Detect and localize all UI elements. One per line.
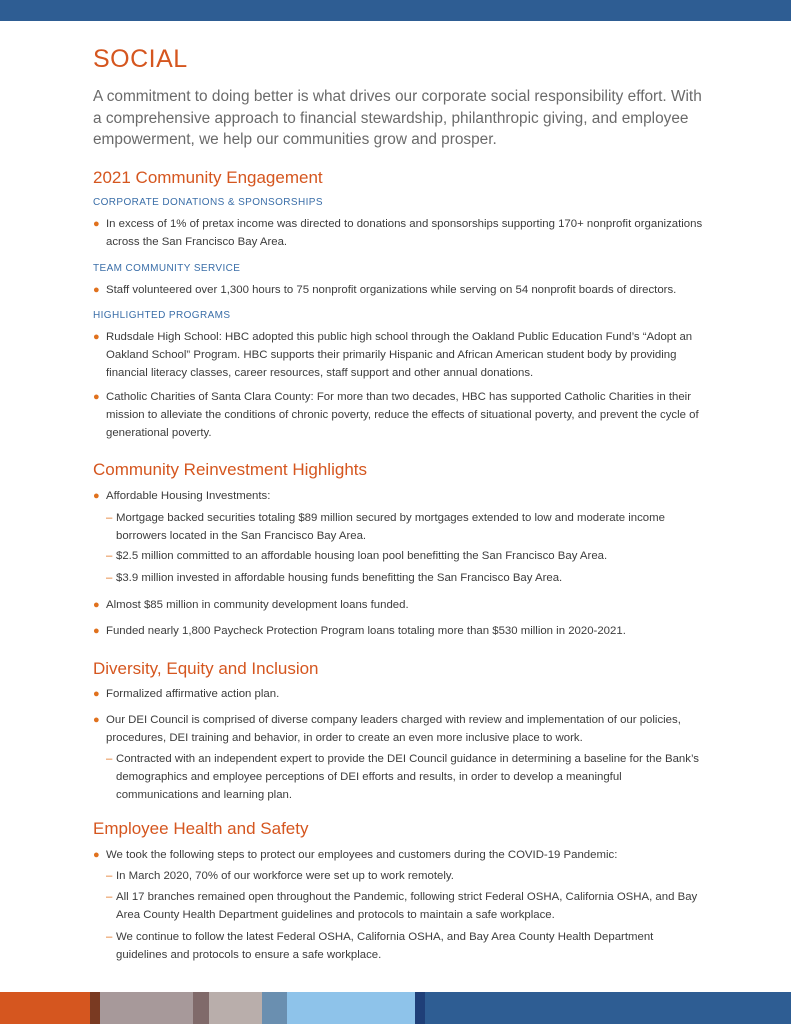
bullet-icon: ● bbox=[93, 688, 100, 700]
health-sub-item bbox=[106, 928, 703, 964]
footer-segment-blue bbox=[425, 992, 791, 1024]
bullet-text: Catholic Charities of Santa Clara County: For more than two decades, HBC has supported Catholic Charities in their mission to alleviate the conditions of chronic poverty, reduce the effects of situational poverty, and prevent the cycle of generational poverty. bbox=[106, 391, 699, 440]
bullet-icon: ● bbox=[93, 599, 100, 611]
dash-icon: – bbox=[106, 753, 113, 765]
bullet-icon: ● bbox=[93, 625, 100, 637]
health-heading: Employee Health and Safety bbox=[93, 819, 309, 838]
bullet-icon: ● bbox=[93, 490, 100, 502]
dei-bullet bbox=[93, 685, 703, 703]
top-color-bar bbox=[0, 0, 791, 21]
sub-item-text: Contracted with an independent expert to provide the DEI Council guidance in determining a baseline for the Bank’s demographics and employee perceptions of DEI efforts and results, in order to develop a meaningful communications and learning plan. bbox=[116, 753, 699, 802]
service-subheading: TEAM COMMUNITY SERVICE bbox=[93, 263, 241, 274]
dash-icon: – bbox=[106, 572, 113, 584]
engagement-heading: 2021 Community Engagement bbox=[93, 168, 323, 187]
footer-segment-taupe bbox=[100, 992, 193, 1024]
programs-subheading: HIGHLIGHTED PROGRAMS bbox=[93, 310, 231, 321]
service-bullet bbox=[93, 281, 703, 299]
footer-segment-brown bbox=[90, 992, 100, 1024]
page-title: SOCIAL bbox=[93, 45, 188, 73]
bullet-text: Affordable Housing Investments: bbox=[106, 490, 271, 502]
dei-heading: Diversity, Equity and Inclusion bbox=[93, 659, 319, 678]
dei-sub-item bbox=[106, 750, 703, 805]
reinvestment-heading: Community Reinvestment Highlights bbox=[93, 460, 367, 479]
bullet-text: Almost $85 million in community development loans funded. bbox=[106, 599, 409, 611]
program-bullet-catholic-charities bbox=[93, 388, 703, 443]
dash-icon: – bbox=[106, 870, 113, 882]
health-sub-item bbox=[106, 888, 703, 924]
bullet-text: In excess of 1% of pretax income was directed to donations and sponsorships supporting 170+ nonprofit organizations across the San Francisco Bay Area. bbox=[106, 218, 703, 249]
sub-item-text: We continue to follow the latest Federal OSHA, California OSHA, and Bay Area County Health Department guidelines and protocols to ensure a safe workplace. bbox=[116, 931, 654, 962]
bullet-text: Rudsdale High School: HBC adopted this public high school through the Oakland Public Education Fund’s “Adopt an Oakland School” Program. HBC supports their primarily Hispanic and African American student body by providing financial literacy classes, career resources, staff support and other annual donations. bbox=[106, 331, 693, 380]
donations-subheading: CORPORATE DONATIONS & SPONSORSHIPS bbox=[93, 197, 323, 208]
health-sub-item bbox=[106, 867, 703, 885]
sub-item-text: $2.5 million committed to an affordable housing loan pool benefitting the San Francisco Bay Area. bbox=[116, 550, 608, 562]
footer-segment-light-taupe bbox=[209, 992, 262, 1024]
housing-bullet bbox=[93, 487, 703, 505]
loans-bullet bbox=[93, 596, 703, 614]
bullet-text: Our DEI Council is comprised of diverse company leaders charged with review and implementation of our policies, procedures, DEI training and behavior, in order to create an even more inclusive place to work. bbox=[106, 714, 681, 745]
dash-icon: – bbox=[106, 512, 113, 524]
footer-segment-steel-blue bbox=[262, 992, 287, 1024]
footer-segment-sky-blue bbox=[287, 992, 415, 1024]
health-bullet bbox=[93, 846, 703, 864]
donations-bullet bbox=[93, 215, 703, 251]
dash-icon: – bbox=[106, 891, 113, 903]
housing-sub-item bbox=[106, 569, 703, 587]
footer-segment-dark-taupe bbox=[193, 992, 209, 1024]
sub-item-text: $3.9 million invested in affordable housing funds benefitting the San Francisco Bay Area. bbox=[116, 572, 563, 584]
footer-color-bar bbox=[0, 992, 791, 1024]
footer-segment-navy bbox=[415, 992, 425, 1024]
bullet-icon: ● bbox=[93, 391, 100, 403]
sub-item-text: Mortgage backed securities totaling $89 million secured by mortgages extended to low and moderate income borrowers located in the San Francisco Bay Area. bbox=[116, 512, 665, 543]
bullet-text: Formalized affirmative action plan. bbox=[106, 688, 280, 700]
footer-segment-orange bbox=[0, 992, 90, 1024]
dash-icon: – bbox=[106, 931, 113, 943]
bullet-icon: ● bbox=[93, 849, 100, 861]
bullet-text: We took the following steps to protect our employees and customers during the COVID-19 Pandemic: bbox=[106, 849, 618, 861]
bullet-icon: ● bbox=[93, 714, 100, 726]
dei-bullet bbox=[93, 711, 703, 747]
bullet-text: Funded nearly 1,800 Paycheck Protection Program loans totaling more than $530 million in 2020-2021. bbox=[106, 625, 626, 637]
bullet-text: Staff volunteered over 1,300 hours to 75 nonprofit organizations while serving on 54 nonprofit boards of directors. bbox=[106, 284, 677, 296]
ppp-bullet bbox=[93, 622, 703, 640]
bullet-icon: ● bbox=[93, 284, 100, 296]
program-bullet-rudsdale bbox=[93, 328, 703, 383]
bullet-icon: ● bbox=[93, 331, 100, 343]
intro-paragraph: A commitment to doing better is what drives our corporate social responsibility effort. With a comprehensive approach to financial stewardship, philanthropic giving, and employee empowerment, we help our communities grow and prosper. bbox=[93, 88, 702, 148]
housing-sub-item bbox=[106, 547, 703, 565]
bullet-icon: ● bbox=[93, 218, 100, 230]
dash-icon: – bbox=[106, 550, 113, 562]
housing-sub-item bbox=[106, 509, 703, 545]
sub-item-text: All 17 branches remained open throughout the Pandemic, following strict Federal OSHA, California OSHA, and Bay Area County Health Department guidelines and protocols to maintain a safe workplace. bbox=[116, 891, 698, 922]
sub-item-text: In March 2020, 70% of our workforce were set up to work remotely. bbox=[116, 870, 454, 882]
